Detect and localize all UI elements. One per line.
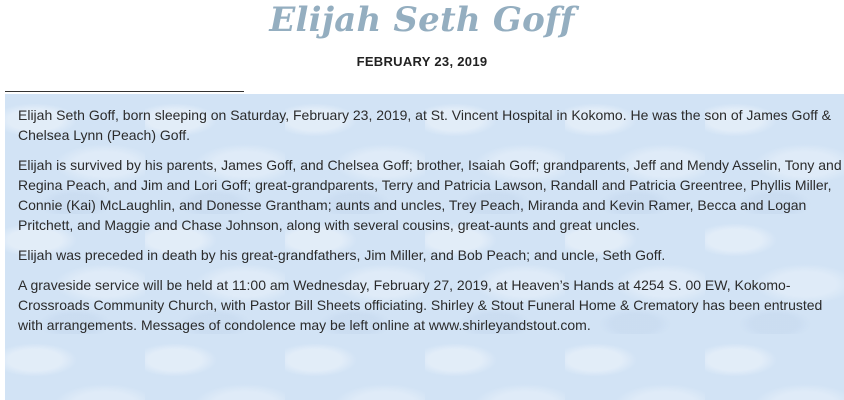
obituary-date: FEBRUARY 23, 2019 — [356, 54, 488, 69]
paragraph-preceded-by: Elijah was preceded in death by his great-grandfathers, Jim Miller, and Bob Peach; and uncle, Seth Goff. — [18, 247, 666, 263]
paragraph-birth: Elijah Seth Goff, born sleeping on Saturday, February 23, 2019, at St. Vincent Hospital in Kokomo. He was the son of James Goff & Chelsea Lynn (Peach) Goff. — [18, 107, 831, 143]
divider-line — [5, 91, 244, 92]
obituary-panel — [5, 94, 844, 400]
paragraph-service: A graveside service will be held at 11:00 am Wednesday, February 27, 2019, at Heaven’s Hands at 4254 S. 00 EW, Kokomo- Crossroads Community Church, with Pastor Bill Sheets officiating. Shirley & Stout Funeral Home & Crematory has been entrusted with arrangements. Messages of condolence may be left online at www.shirleyandstout.com. — [18, 277, 823, 333]
obituary-body — [18, 105, 842, 345]
obituary-title: Elijah Seth Goff — [269, 0, 575, 40]
paragraph-survived-by: Elijah is survived by his parents, James Goff, and Chelsea Goff; brother, Isaiah Goff; grandparents, Jeff and Mendy Asselin, Tony and Regina Peach, and Jim and Lori Goff; great-grandparents, Terry and Patricia Lawson, Randall and Patricia Greentree, Phyllis Miller, Connie (Kai) McLaughlin, and Donesse Grantham; aunts and uncles, Trey Peach, Miranda and Kevin Ramer, Becca and Logan Pritchett, and Maggie and Chase Johnson, along with several cousins, great-aunts and great uncles. — [18, 157, 842, 233]
